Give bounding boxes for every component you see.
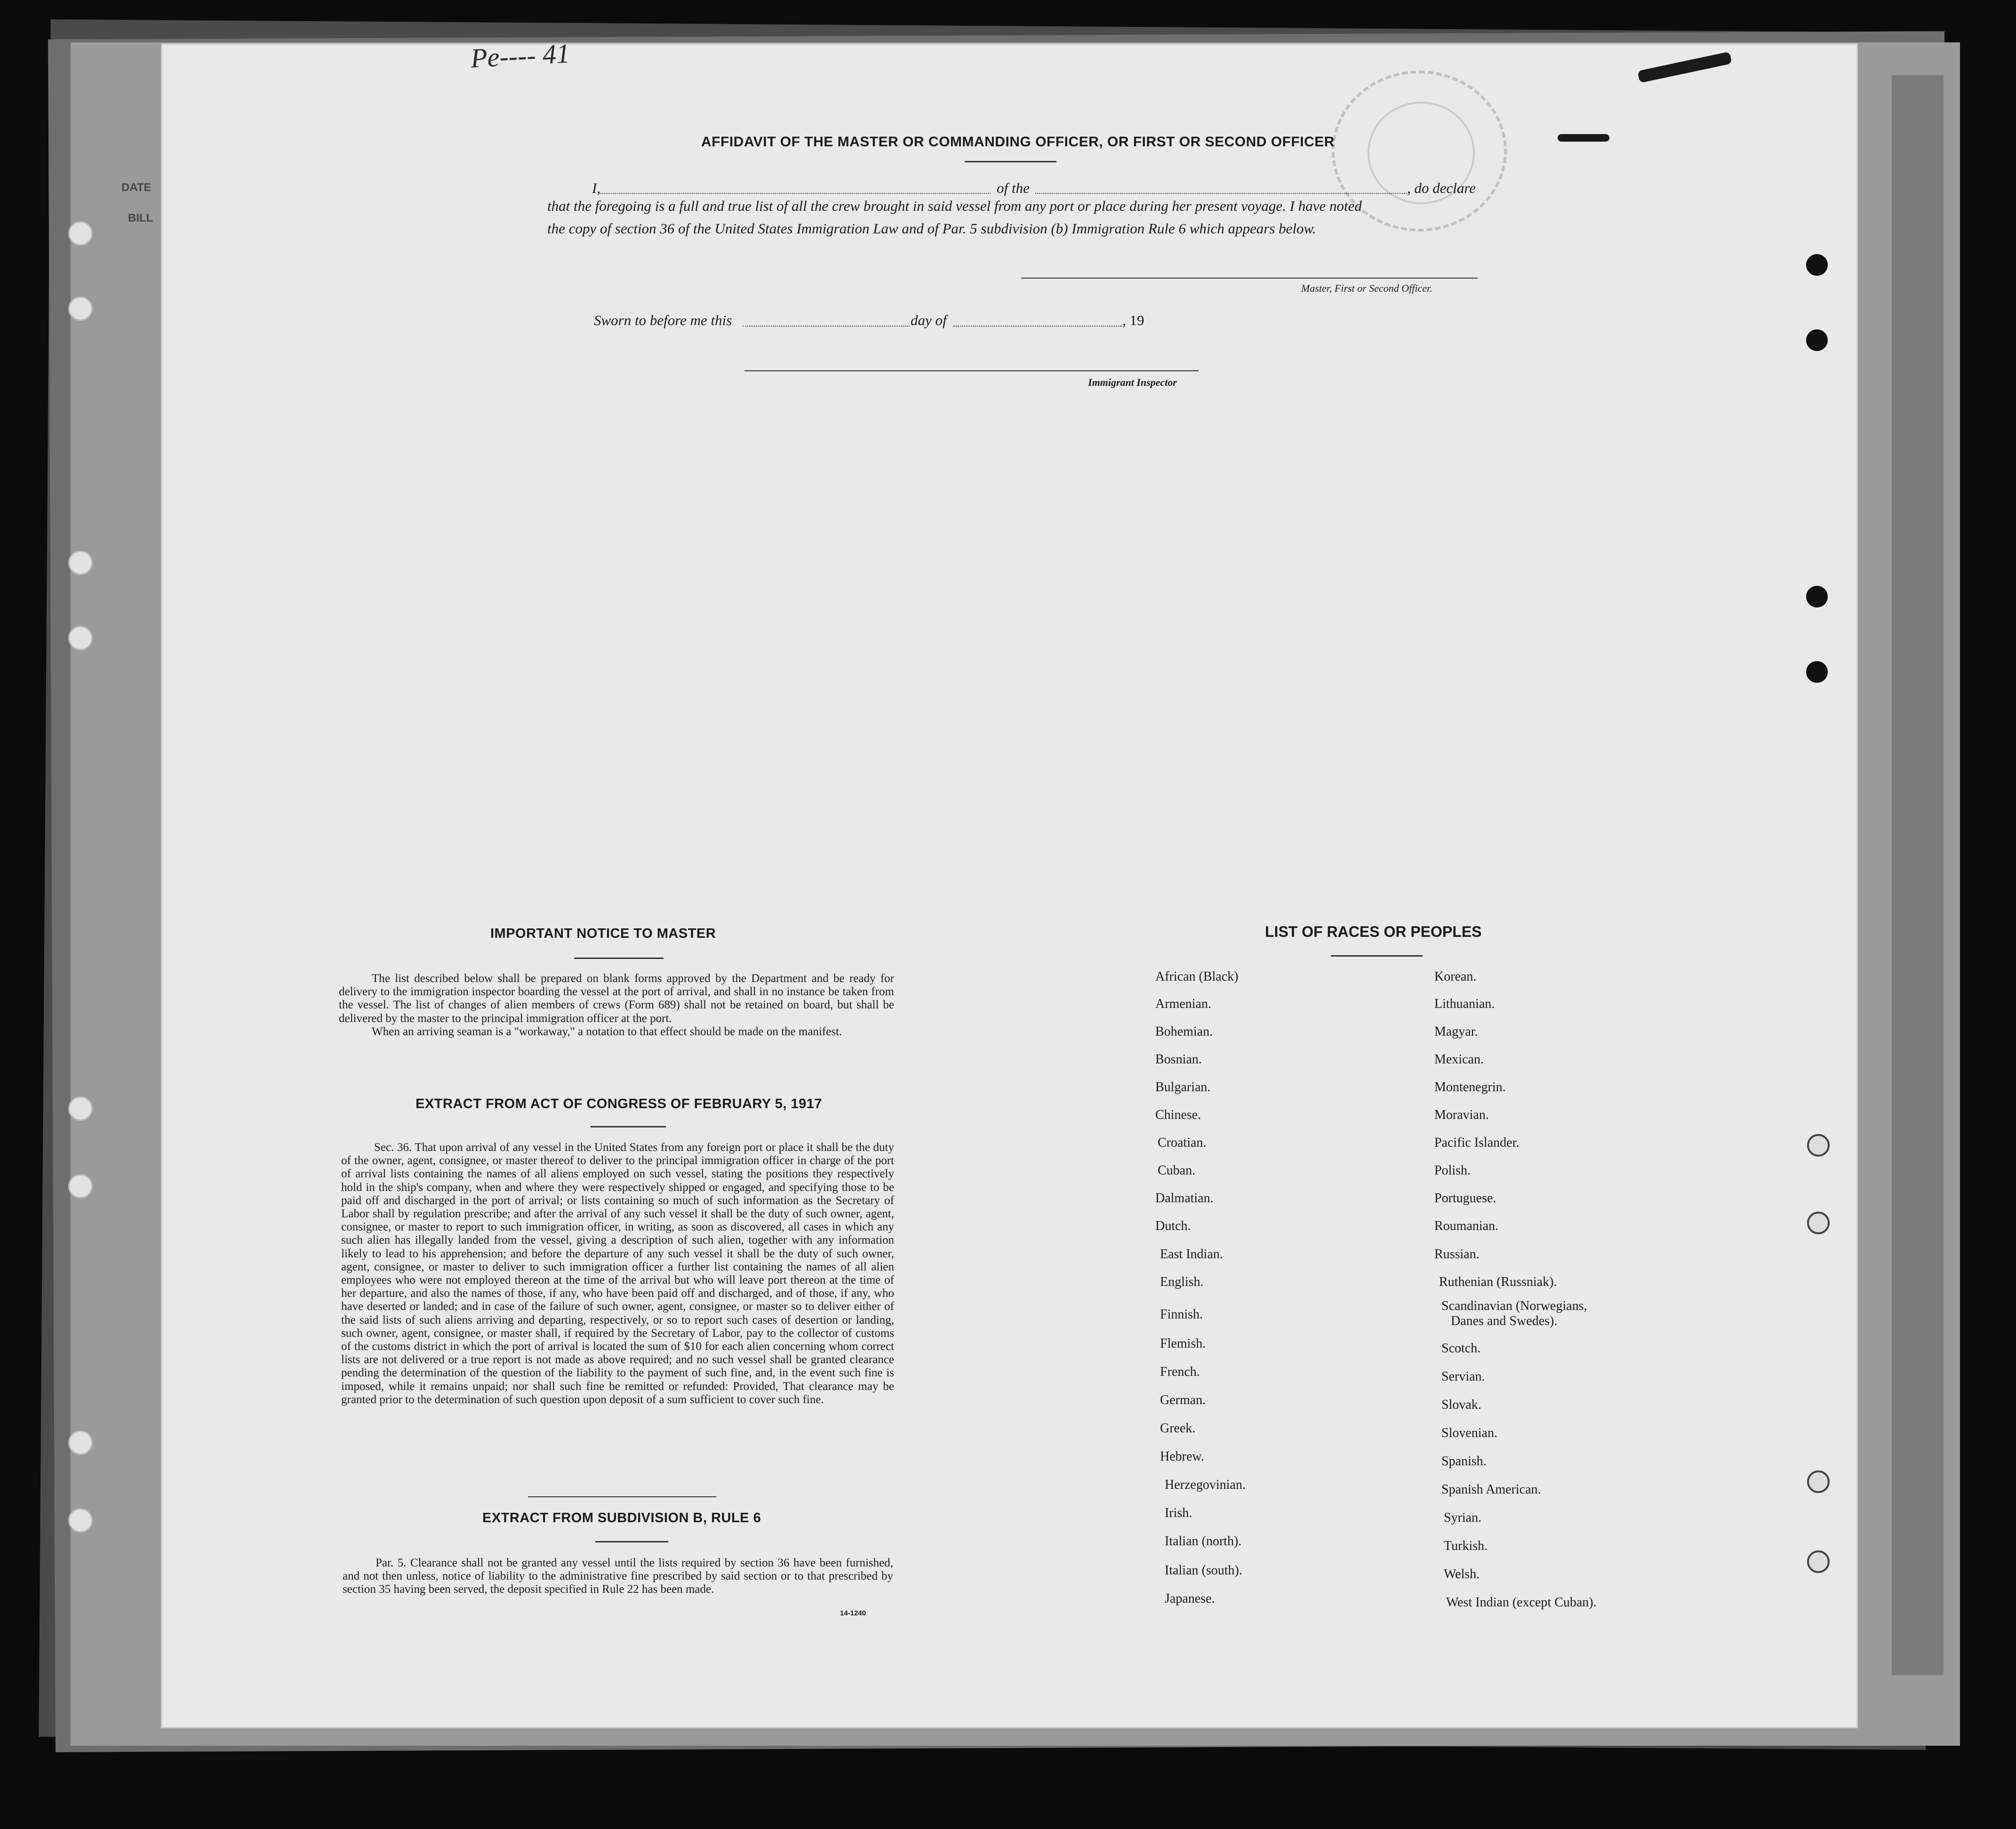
race-item: Spanish. [1441, 1454, 1487, 1469]
binder-hole [1807, 1470, 1830, 1493]
race-item: Turkish. [1444, 1539, 1488, 1553]
race-item: Roumanian. [1434, 1219, 1499, 1233]
race-item: African (Black) [1155, 969, 1239, 984]
races-title: LIST OF RACES OR PEOPLES [1265, 923, 1482, 940]
race-item: Flemish. [1160, 1336, 1206, 1351]
divider [595, 1541, 668, 1542]
notice-text [339, 972, 894, 1038]
race-item: Lithuanian. [1434, 997, 1495, 1011]
race-item: Moravian. [1434, 1108, 1489, 1122]
binder-hole [68, 221, 93, 246]
race-item: Spanish American. [1441, 1482, 1541, 1497]
binder-hole [68, 1096, 93, 1121]
race-item: Herzegovinian. [1165, 1478, 1246, 1492]
extract-rule-text [343, 1557, 893, 1597]
divider [528, 1496, 716, 1497]
binder-hole [68, 1174, 93, 1198]
document-page [162, 45, 1856, 1727]
binder-hole [1806, 329, 1828, 351]
divider [574, 958, 664, 959]
race-item: Italian (north). [1165, 1534, 1242, 1549]
race-item: Dalmatian. [1155, 1191, 1214, 1206]
race-item: East Indian. [1160, 1247, 1223, 1262]
sworn-start: Sworn to before me this [594, 312, 732, 328]
race-item: Greek. [1160, 1421, 1196, 1436]
race-item: German. [1160, 1393, 1206, 1407]
race-item: Syrian. [1444, 1510, 1482, 1525]
extract-rule-title: EXTRACT FROM SUBDIVISION B, RULE 6 [482, 1510, 761, 1525]
binder-hole [68, 296, 93, 321]
section-36-paragraph: Sec. 36. That upon arrival of any vessel in the United States from any foreign port or place it shall be the duty of the owner, agent, consignee, or master thereof to deliver to the principal immigration officer in charge of the port of arrival lists containing the names of all aliens employed on such vessel, stating the positions they respectively hold in the ship's company, when and where they were respectively shipped or engaged, and specifying those to be paid off and discharged in the port of arrival; or lists containing so much of such information as the Secretary of Labor shall by regulation prescribe; and after the arrival of any such vessel it shall be the duty of such owner, agent, consignee, or master to report to such immigration officer, in writing, as soon as discovered, all cases in which any such alien has illegally landed from the vessel, giving a description of such alien, together with any information likely to lead to his apprehension; and before the departure of any such vessel it shall be the duty of such owner, agent, consignee, or master to deliver to such immigration officer a further list containing the names of all alien employees who were not employed thereon at the time of the arrival but who will leave port thereon at the time of her departure, and also the names of those, if any, who have been paid off and discharged, and of those, if any, who have deserted or landed; and in case of the failure of such owner, agent, consignee, or master so to deliver either of the said lists of such aliens arriving and departing, respectively, or so to report such cases of desertion or landing, such owner, agent, consignee, or master shall, if required by the Secretary of Labor, pay to the collector of customs of the customs district in which the port of arrival is located the sum of $10 for each alien concerning whom correct lists are not delivered or a true report is not made as above required; and no such vessel shall be granted clearance pending the determination of the question of the liability to the payment of such fine, and, in the event such fine is imposed, while it remains unpaid; nor shall such fine be remitted or refunded: Provided, That clearance may be granted prior to the determination of such question upon deposit of a sum sufficient to cover such fine. [341, 1141, 894, 1406]
race-item: Portuguese. [1434, 1191, 1496, 1206]
race-item: Scotch. [1441, 1341, 1481, 1356]
divider [1331, 955, 1423, 957]
race-item: Ruthenian (Russniak). [1439, 1275, 1557, 1289]
race-item: Pacific Islander. [1434, 1135, 1520, 1150]
binder-hole [1806, 661, 1828, 683]
race-item: West Indian (except Cuban). [1446, 1595, 1597, 1610]
affidavit-line1-mid: of the [997, 180, 1030, 196]
race-item: Mexican. [1434, 1052, 1484, 1067]
form-number: 14-1240 [840, 1609, 866, 1617]
race-item: Croatian. [1158, 1135, 1207, 1150]
notice-paragraph: The list described below shall be prepared on blank forms approved by the Department and be ready for delivery to the immigration inspector boarding the vessel at the port of arrival, and shall in no instance be taken from the vessel. The list of changes of alien members of crews (Form 689) shall not be retained on board, but shall be delivered by the master to the principal immigration officer at the port. [339, 972, 894, 1025]
race-item: Irish. [1165, 1506, 1192, 1520]
name-blank [600, 193, 991, 194]
affidavit-line3: the copy of section 36 of the United States Immigration Law and of Par. 5 subdivision (b) Immigration Rule 6 which appears below. [547, 220, 1316, 237]
race-item: Finnish. [1160, 1307, 1203, 1322]
race-item: Russian. [1434, 1247, 1480, 1262]
race-item: Chinese. [1155, 1108, 1201, 1122]
notice-paragraph: When an arriving seaman is a "workaway," a notation to that effect should be made on the manifest. [372, 1025, 842, 1038]
signature-caption: Master, First or Second Officer. [1301, 282, 1432, 294]
race-item: Bohemian. [1155, 1024, 1213, 1039]
back-sheet-edge [1892, 75, 1944, 1675]
race-item: Bosnian. [1155, 1052, 1202, 1067]
race-item: Danes and Swedes). [1451, 1314, 1558, 1328]
race-item: Korean. [1434, 969, 1477, 984]
race-item: Slovenian. [1441, 1426, 1497, 1440]
month-blank [953, 326, 1122, 327]
binder-hole [68, 626, 93, 650]
notice-title: IMPORTANT NOTICE TO MASTER [490, 926, 716, 941]
sworn-end: , 19 [1122, 312, 1144, 328]
race-item: Dutch. [1155, 1219, 1191, 1233]
extract-act-text [341, 1141, 894, 1406]
binder-hole [68, 551, 93, 575]
affidavit-line2: that the foregoing is a full and true list of all the crew brought in said vessel from any port or place during her present voyage. I have noted [547, 198, 1362, 214]
divider [965, 161, 1056, 162]
side-label-date: DATE [121, 181, 152, 194]
signature-line [1021, 278, 1478, 279]
vessel-blank [1035, 193, 1407, 194]
binder-hole [68, 1508, 93, 1533]
race-item: Slovak. [1441, 1398, 1481, 1412]
rule-paragraph: Par. 5. Clearance shall not be granted any vessel until the lists required by section 36 have been furnished, and not then unless, notice of liability to the administrative fine prescribed by said section or to that prescribed by section 35 having been served, the deposit specified in Rule 22 has been made. [343, 1557, 893, 1596]
binder-hole [1806, 254, 1828, 276]
day-blank [743, 326, 910, 327]
race-item: English. [1160, 1275, 1204, 1289]
inspector-line [744, 370, 1199, 371]
race-item: Magyar. [1434, 1024, 1478, 1039]
extract-act-title: EXTRACT FROM ACT OF CONGRESS OF FEBRUARY 5, 1917 [416, 1096, 823, 1111]
race-item: French. [1160, 1365, 1200, 1379]
race-item: Italian (south). [1165, 1563, 1242, 1578]
race-item: Montenegrin. [1434, 1080, 1506, 1094]
affidavit-line1-start: I, [592, 180, 601, 196]
race-item: Armenian. [1155, 997, 1211, 1011]
race-item: Hebrew. [1160, 1449, 1204, 1464]
binder-hole [1806, 586, 1828, 607]
race-item: Bulgarian. [1155, 1080, 1211, 1094]
race-item: Cuban. [1158, 1163, 1196, 1178]
inspector-caption: Immigrant Inspector [1088, 376, 1177, 388]
affidavit-title: AFFIDAVIT OF THE MASTER OR COMMANDING OFFICER, OR FIRST OR SECOND OFFICER [701, 134, 1335, 150]
binder-hole [1807, 1212, 1830, 1234]
binder-hole [68, 1430, 93, 1455]
sworn-mid: day of [911, 312, 947, 328]
divider [591, 1126, 666, 1127]
race-item: Scandinavian (Norwegians, [1441, 1299, 1587, 1313]
race-item: Polish. [1434, 1163, 1471, 1178]
ink-mark [1558, 134, 1609, 142]
race-item: Welsh. [1444, 1567, 1480, 1581]
race-item: Servian. [1441, 1369, 1485, 1384]
affidavit-line1-end: , do declare [1407, 180, 1476, 196]
side-label-bill: BILL [128, 212, 153, 224]
race-item: Japanese. [1165, 1591, 1215, 1606]
handwritten-annotation: Pe---- 41 [470, 38, 571, 74]
binder-hole [1807, 1134, 1830, 1157]
binder-hole [1807, 1550, 1830, 1573]
